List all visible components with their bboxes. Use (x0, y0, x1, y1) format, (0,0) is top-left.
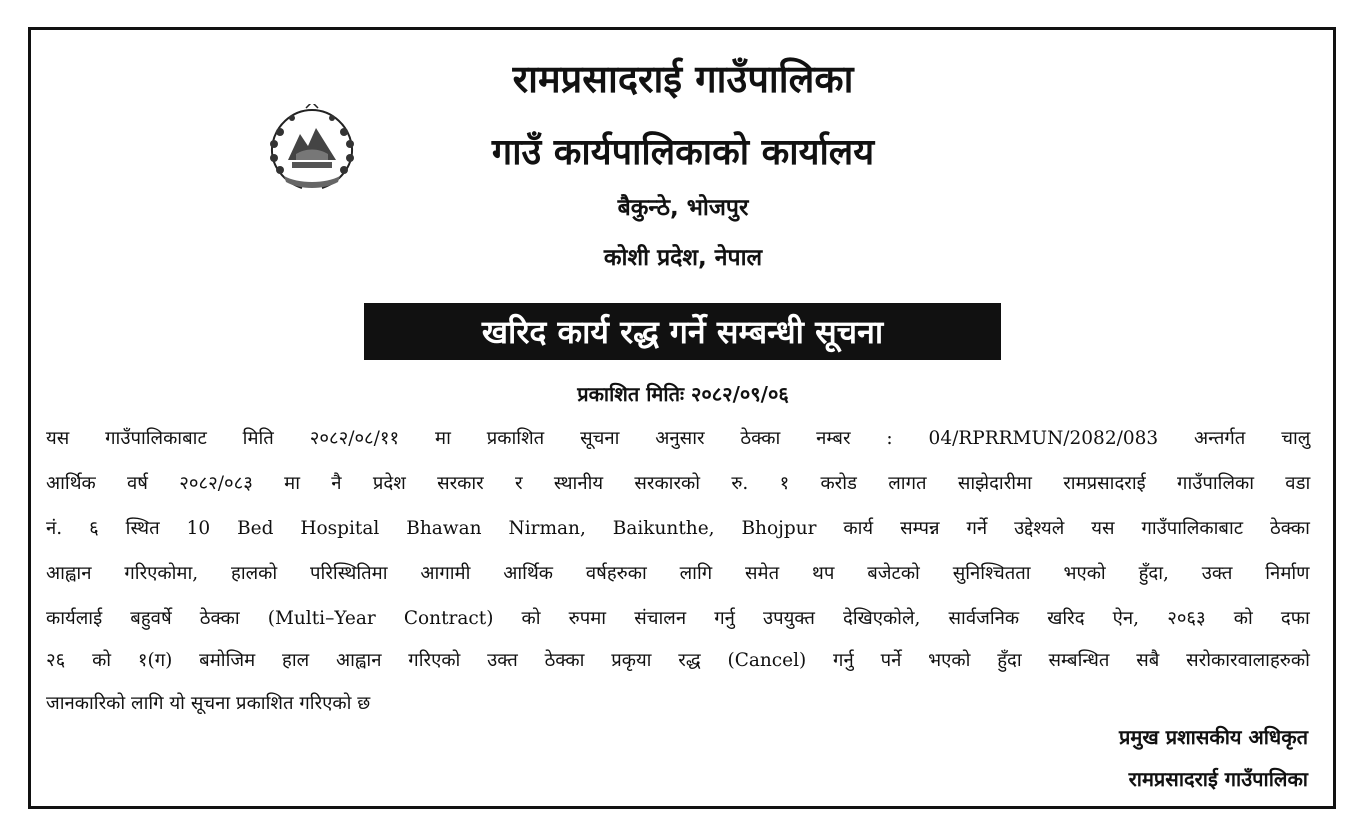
signatory-designation: प्रमुख प्रशासकीय अधिकृत (1119, 725, 1308, 749)
organization-name: रामप्रसादराई गाउँपालिका (512, 57, 854, 101)
notice-body-line: आर्थिक वर्ष २०८२/०८३ मा नै प्रदेश सरकार र स्थानीय सरकारको रु. १ करोड लागत साझेदारीमा रामप्रसादराई गाउँपालिका वडा (46, 473, 1311, 494)
office-name: गाउँ कार्यपालिकाको कार्यालय (491, 132, 875, 173)
notice-body-line: यस गाउँपालिकाबाट मिति २०८२/०८/११ मा प्रकाशित सूचना अनुसार ठेक्का नम्बर : 04/RPRRMUN/2082/083 अन्तर्गत चालु (46, 428, 1311, 449)
notice-body-line: नं. ६ स्थित 10 Bed Hospital Bhawan Nirman, Baikunthe, Bhojpur कार्य सम्पन्न गर्ने उद्देश्यले यस गाउँपालिकाबाट ठेक्का (46, 518, 1310, 539)
notice-body-line: कार्यलाई बहुवर्षे ठेक्का (Multi–Year Contract) को रुपमा संचालन गर्नु उपयुक्त देखिएकोले, सार्वजनिक खरिद ऐन, २०६३ को दफा (46, 608, 1310, 629)
notice-body-line: २६ को १(ग) बमोजिम हाल आह्वान गरिएको उक्त ठेक्का प्रकृया रद्ध (Cancel) गर्नु पर्ने भएको हुँदा सम्बन्धित सबै सरोकारवालाहरुको (46, 650, 1310, 671)
notice-title-banner (364, 303, 1001, 360)
address-line-1: बैकुन्ठे, भोजपुर (617, 195, 749, 221)
notice-body-line: जानकारिको लागि यो सूचना प्रकाशित गरिएको छ (46, 693, 371, 714)
address-line-2: कोशी प्रदेश, नेपाल (603, 245, 763, 271)
signatory-organization: रामप्रसादराई गाउँपालिका (1128, 767, 1308, 791)
publish-date: प्रकाशित मितिः २०८२/०९/०६ (577, 382, 789, 406)
notice-body-line: आह्वान गरिएकोमा, हालको परिस्थितिमा आगामी आर्थिक वर्षहरुका लागि समेत थप बजेटको सुनिश्चितता भएको हुँदा, उक्त निर्माण (46, 563, 1310, 584)
notice-title: खरिद कार्य रद्ध गर्ने सम्बन्धी सूचना (481, 313, 884, 351)
